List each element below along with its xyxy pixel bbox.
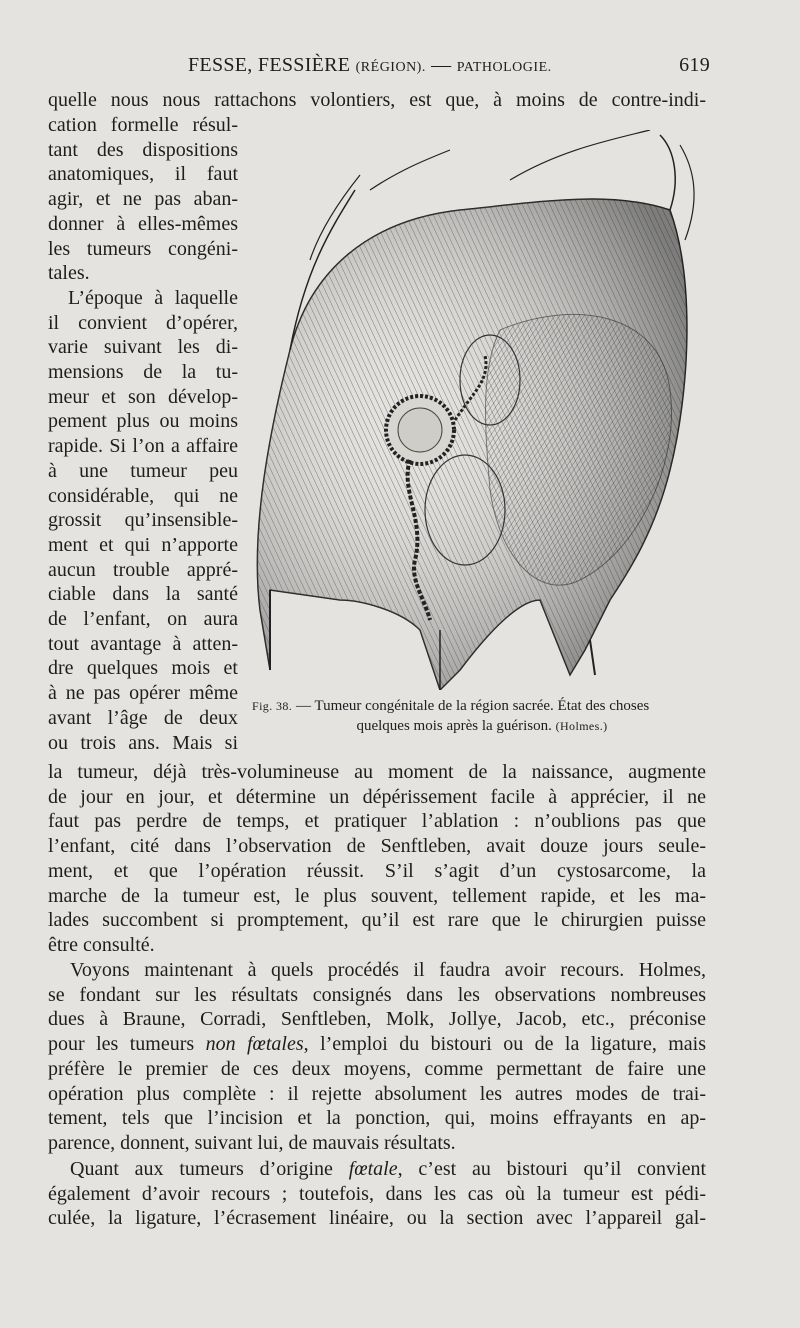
text-line: de jour en jour, et détermine un dépérissement facile à apprécier, il ne <box>48 785 706 808</box>
text-line: L’époque à laquelle <box>68 286 238 309</box>
engraving-illustration <box>250 130 710 690</box>
text-line: culée, la ligature, l’écrasement linéaire, ou la section avec l’appareil gal- <box>48 1207 706 1230</box>
text-line: opération plus complète : il rejette absolument les autres modes de trai- <box>48 1082 706 1105</box>
text-line: grossit qu’insensible- <box>48 509 238 532</box>
running-head <box>48 54 710 82</box>
text-line: lades succombent si promptement, qu’il est rare que le chirurgien puisse <box>48 909 706 932</box>
text-line: cation formelle résul- <box>48 114 238 136</box>
text-line: il convient d’opérer, <box>48 311 238 334</box>
text-line: faut pas perdre de temps, et pratiquer l’ablation : n’oublions pas que <box>48 810 706 833</box>
text-line: tout avantage à atten- <box>48 632 238 655</box>
text-line: tement, tels que l’incision et la ponction, qui, moins effrayants en ap- <box>48 1107 706 1130</box>
text-line: considérable, qui ne <box>48 484 238 507</box>
text-line: pement plus ou moins <box>48 410 238 433</box>
text-line: avant l’âge de deux <box>48 706 238 729</box>
text-line: se fondant sur les résultats consignés dans les observations nombreuses <box>48 983 706 1006</box>
text-line: Quant aux tumeurs d’origine fœtale, c’est au bistouri qu’il convient <box>70 1158 707 1180</box>
text-line: ment, et que l’opération réussit. S’il s’agit d’un cystosarcome, la <box>48 859 706 882</box>
text-line: la tumeur, déjà très-volumineuse au moment de la naissance, augmente <box>48 761 706 783</box>
figure-caption-line2: quelques mois après la guérison. (Holmes.) <box>356 718 608 734</box>
text-line: meur et son dévelop- <box>48 385 238 408</box>
figure-buttock <box>486 314 672 585</box>
text-line: rapide. Si l’on a affaire <box>48 435 238 458</box>
running-title-region: (RÉGION). <box>355 60 426 75</box>
running-title-dash: — <box>431 54 452 76</box>
text-line: quelle nous nous rattachons volontiers, est que, à moins de contre-indi- <box>48 89 706 111</box>
text-line: agir, et ne pas aban- <box>48 188 238 211</box>
text-line: mensions de la tu- <box>48 361 238 383</box>
text-line: préfère le premier de ces deux moyens, comme permettant de faire une <box>48 1057 706 1080</box>
text-line: ciable dans la santé <box>48 583 238 606</box>
figure-author: (Holmes.) <box>555 719 608 733</box>
running-title-main: FESSE, FESSIÈRE <box>188 54 351 76</box>
text-line: ment et qui n’apporte <box>48 533 238 556</box>
text-line: l’enfant, cité dans l’observation de Senftleben, avait douze jours seule- <box>48 835 706 858</box>
text-line: pour les tumeurs non fœtales, l’emploi du bistouri ou de la ligature, mais <box>48 1033 707 1056</box>
running-title-section: PATHOLOGIE. <box>456 60 552 75</box>
figure-label: Fig. 38. <box>252 699 293 713</box>
text-line: tales. <box>48 262 90 285</box>
text-line: parence, donnent, suivant lui, de mauvais résultats. <box>48 1131 456 1154</box>
text-line: à ne pas opérer même <box>48 682 238 705</box>
text-line: dre quelques mois et <box>48 657 238 680</box>
text-line: les tumeurs congéni- <box>48 237 238 260</box>
figure-caption-line1: Fig. 38. — Tumeur congénitale de la région sacrée. État des choses <box>252 698 650 714</box>
running-title <box>188 54 552 77</box>
text-line: marche de la tumeur est, le plus souvent, tellement rapide, et les ma- <box>48 884 706 907</box>
page-number: 619 <box>679 54 710 76</box>
text-line: être consulté. <box>48 933 155 956</box>
text-line: varie suivant les di- <box>48 336 238 359</box>
text-line: aucun trouble appré- <box>48 558 238 581</box>
text-line: dues à Braune, Corradi, Senftleben, Molk, Jollye, Jacob, etc., préconise <box>48 1008 706 1031</box>
text-line: également d’avoir recours ; toutefois, dans les cas où la tumeur est pédi- <box>48 1182 706 1205</box>
text-line: Voyons maintenant à quels procédés il faudra avoir recours. Holmes, <box>70 959 706 981</box>
text-line: à une tumeur peu <box>48 459 238 482</box>
text-line: donner à elles-mêmes <box>48 212 238 235</box>
text-line: tant des dispositions <box>48 138 238 161</box>
text-line: anatomiques, il faut <box>48 163 238 186</box>
text-line: de l’enfant, on aura <box>48 608 238 630</box>
text-line: ou trois ans. Mais si <box>48 731 238 754</box>
